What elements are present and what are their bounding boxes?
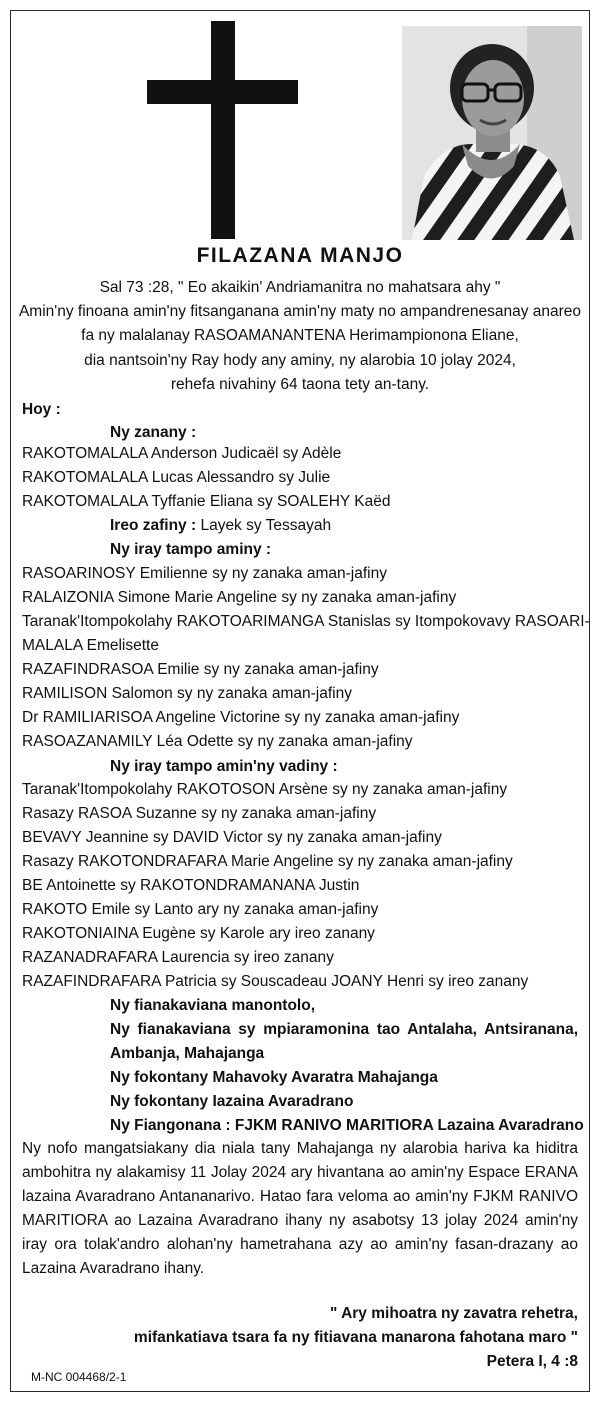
list-item: RAKOTOMALALA Anderson Judicaël sy Adèle [22, 445, 342, 462]
siblings-heading: Ny iray tampo aminy : [110, 541, 272, 558]
list-item: BE Antoinette sy RAKOTONDRAMANANA Justin [22, 877, 360, 894]
list-item: RAKOTOMALALA Tyffanie Eliana sy SOALEHY Kaëd [22, 493, 391, 510]
hoy-label: Hoy : [22, 401, 61, 418]
list-item: RAZANADRAFARA Laurencia sy ireo zanany [22, 949, 334, 966]
funeral-paragraph: Ny nofo mangatsiakany dia niala tany Mahajanga ny alarobia hariva ka hiditra ambohitra ny alakamisy 11 Jolay 2024 ary hivantana ao amin'ny Espace ERANA lazaina Avaradrano Antananarivo. Hatao fara veloma ao amin'ny FJKM RANIVO MARITIORA ao Lazaina Avaradrano ihany ny asabotsy 13 jolay 2024 amin'ny iray ora tolak'andro alohan'ny hametrahana azy ao amin'ny fasan-drazany ao Lazaina Avaradrano ihany. [22, 1140, 578, 1277]
intro-line: fa ny malalanay RASOAMANANTENA Herimampionona Eliane, [81, 327, 519, 344]
intro-line: rehefa nivahiny 64 taona tety an-tany. [170, 376, 430, 393]
fokontany-group: Ny fokontany Iazaina Avaradrano [110, 1093, 354, 1110]
grandchildren-label: Ireo zafiny : [110, 517, 197, 534]
intro-line: Amin'ny finoana amin'ny fitsanganana amin'ny maty no ampandrenesanay anareo [18, 303, 582, 320]
page-title: FILAZANA MANJO [196, 244, 404, 267]
quote-line: " Ary mihoatra ny zavatra rehetra, [330, 1305, 578, 1322]
intro-line: dia nantsoin'ny Ray hody any aminy, ny alarobia 10 jolay 2024, [84, 352, 516, 369]
list-item: Taranak'Itompokolahy RAKOTOARIMANGA Stanislas sy Itompokovavy RASOARI- [22, 613, 590, 630]
list-item: Taranak'Itompokolahy RAKOTOSON Arsène sy ny zanaka aman-jafiny [22, 781, 508, 798]
children-heading: Ny zanany : [110, 424, 197, 441]
fokontany-group: Ny fokontany Mahavoky Avaratra Mahajanga [110, 1069, 438, 1086]
reference-code: M-NC 004468/2-1 [31, 1370, 127, 1384]
quote-reference: Petera I, 4 :8 [486, 1353, 578, 1370]
community-group: Ny fianakaviana sy mpiaramonina tao Antalaha, Antsiranana, Ambanja, Mahajanga [110, 1021, 578, 1062]
list-item: RAKOTONIAINA Eugène sy Karole ary ireo zanany [22, 925, 375, 942]
list-item: Dr RAMILIARISOA Angeline Victorine sy ny zanaka aman-jafiny [22, 709, 460, 726]
quote-line: mifankatiava tsara fa ny fitiavana manarona fahotana maro " [133, 1329, 578, 1346]
list-item: RAKOTO Emile sy Lanto ary ny zanaka aman-jafiny [22, 901, 379, 918]
list-item: RAZAFINDRASOA Emilie sy ny zanaka aman-jafiny [22, 661, 379, 678]
grandchildren-value: Layek sy Tessayah [196, 517, 332, 534]
portrait-photo [402, 26, 582, 240]
list-item: BEVAVY Jeannine sy DAVID Victor sy ny zanaka aman-jafiny [22, 829, 442, 846]
scripture-line: Sal 73 :28, " Eo akaikin' Andriamanitra no mahatsara ahy " [99, 279, 501, 296]
church-group: Ny Fiangonana : FJKM RANIVO MARITIORA Lazaina Avaradrano [110, 1117, 584, 1134]
list-item: RAMILISON Salomon sy ny zanaka aman-jafiny [22, 685, 352, 702]
list-item: RAZAFINDRAFARA Patricia sy Souscadeau JOANY Henri sy ireo zanany [22, 973, 529, 990]
list-item: RAKOTOMALALA Lucas Alessandro sy Julie [22, 469, 331, 486]
list-item: Rasazy RASOA Suzanne sy ny zanaka aman-jafiny [22, 805, 377, 822]
list-item: RASOARINOSY Emilienne sy ny zanaka aman-jafiny [22, 565, 387, 582]
list-item: MALALA Emelisette [22, 637, 159, 654]
grandchildren-line [110, 514, 331, 538]
list-item: RASOAZANAMILY Léa Odette sy ny zanaka aman-jafiny [22, 733, 413, 750]
spouse-siblings-heading: Ny iray tampo amin'ny vadiny : [110, 758, 338, 775]
list-item: Rasazy RAKOTONDRAFARA Marie Angeline sy ny zanaka aman-jafiny [22, 853, 513, 870]
list-item: RALAIZONIA Simone Marie Angeline sy ny zanaka aman-jafiny [22, 589, 457, 606]
family-group: Ny fianakaviana manontolo, [110, 997, 315, 1014]
